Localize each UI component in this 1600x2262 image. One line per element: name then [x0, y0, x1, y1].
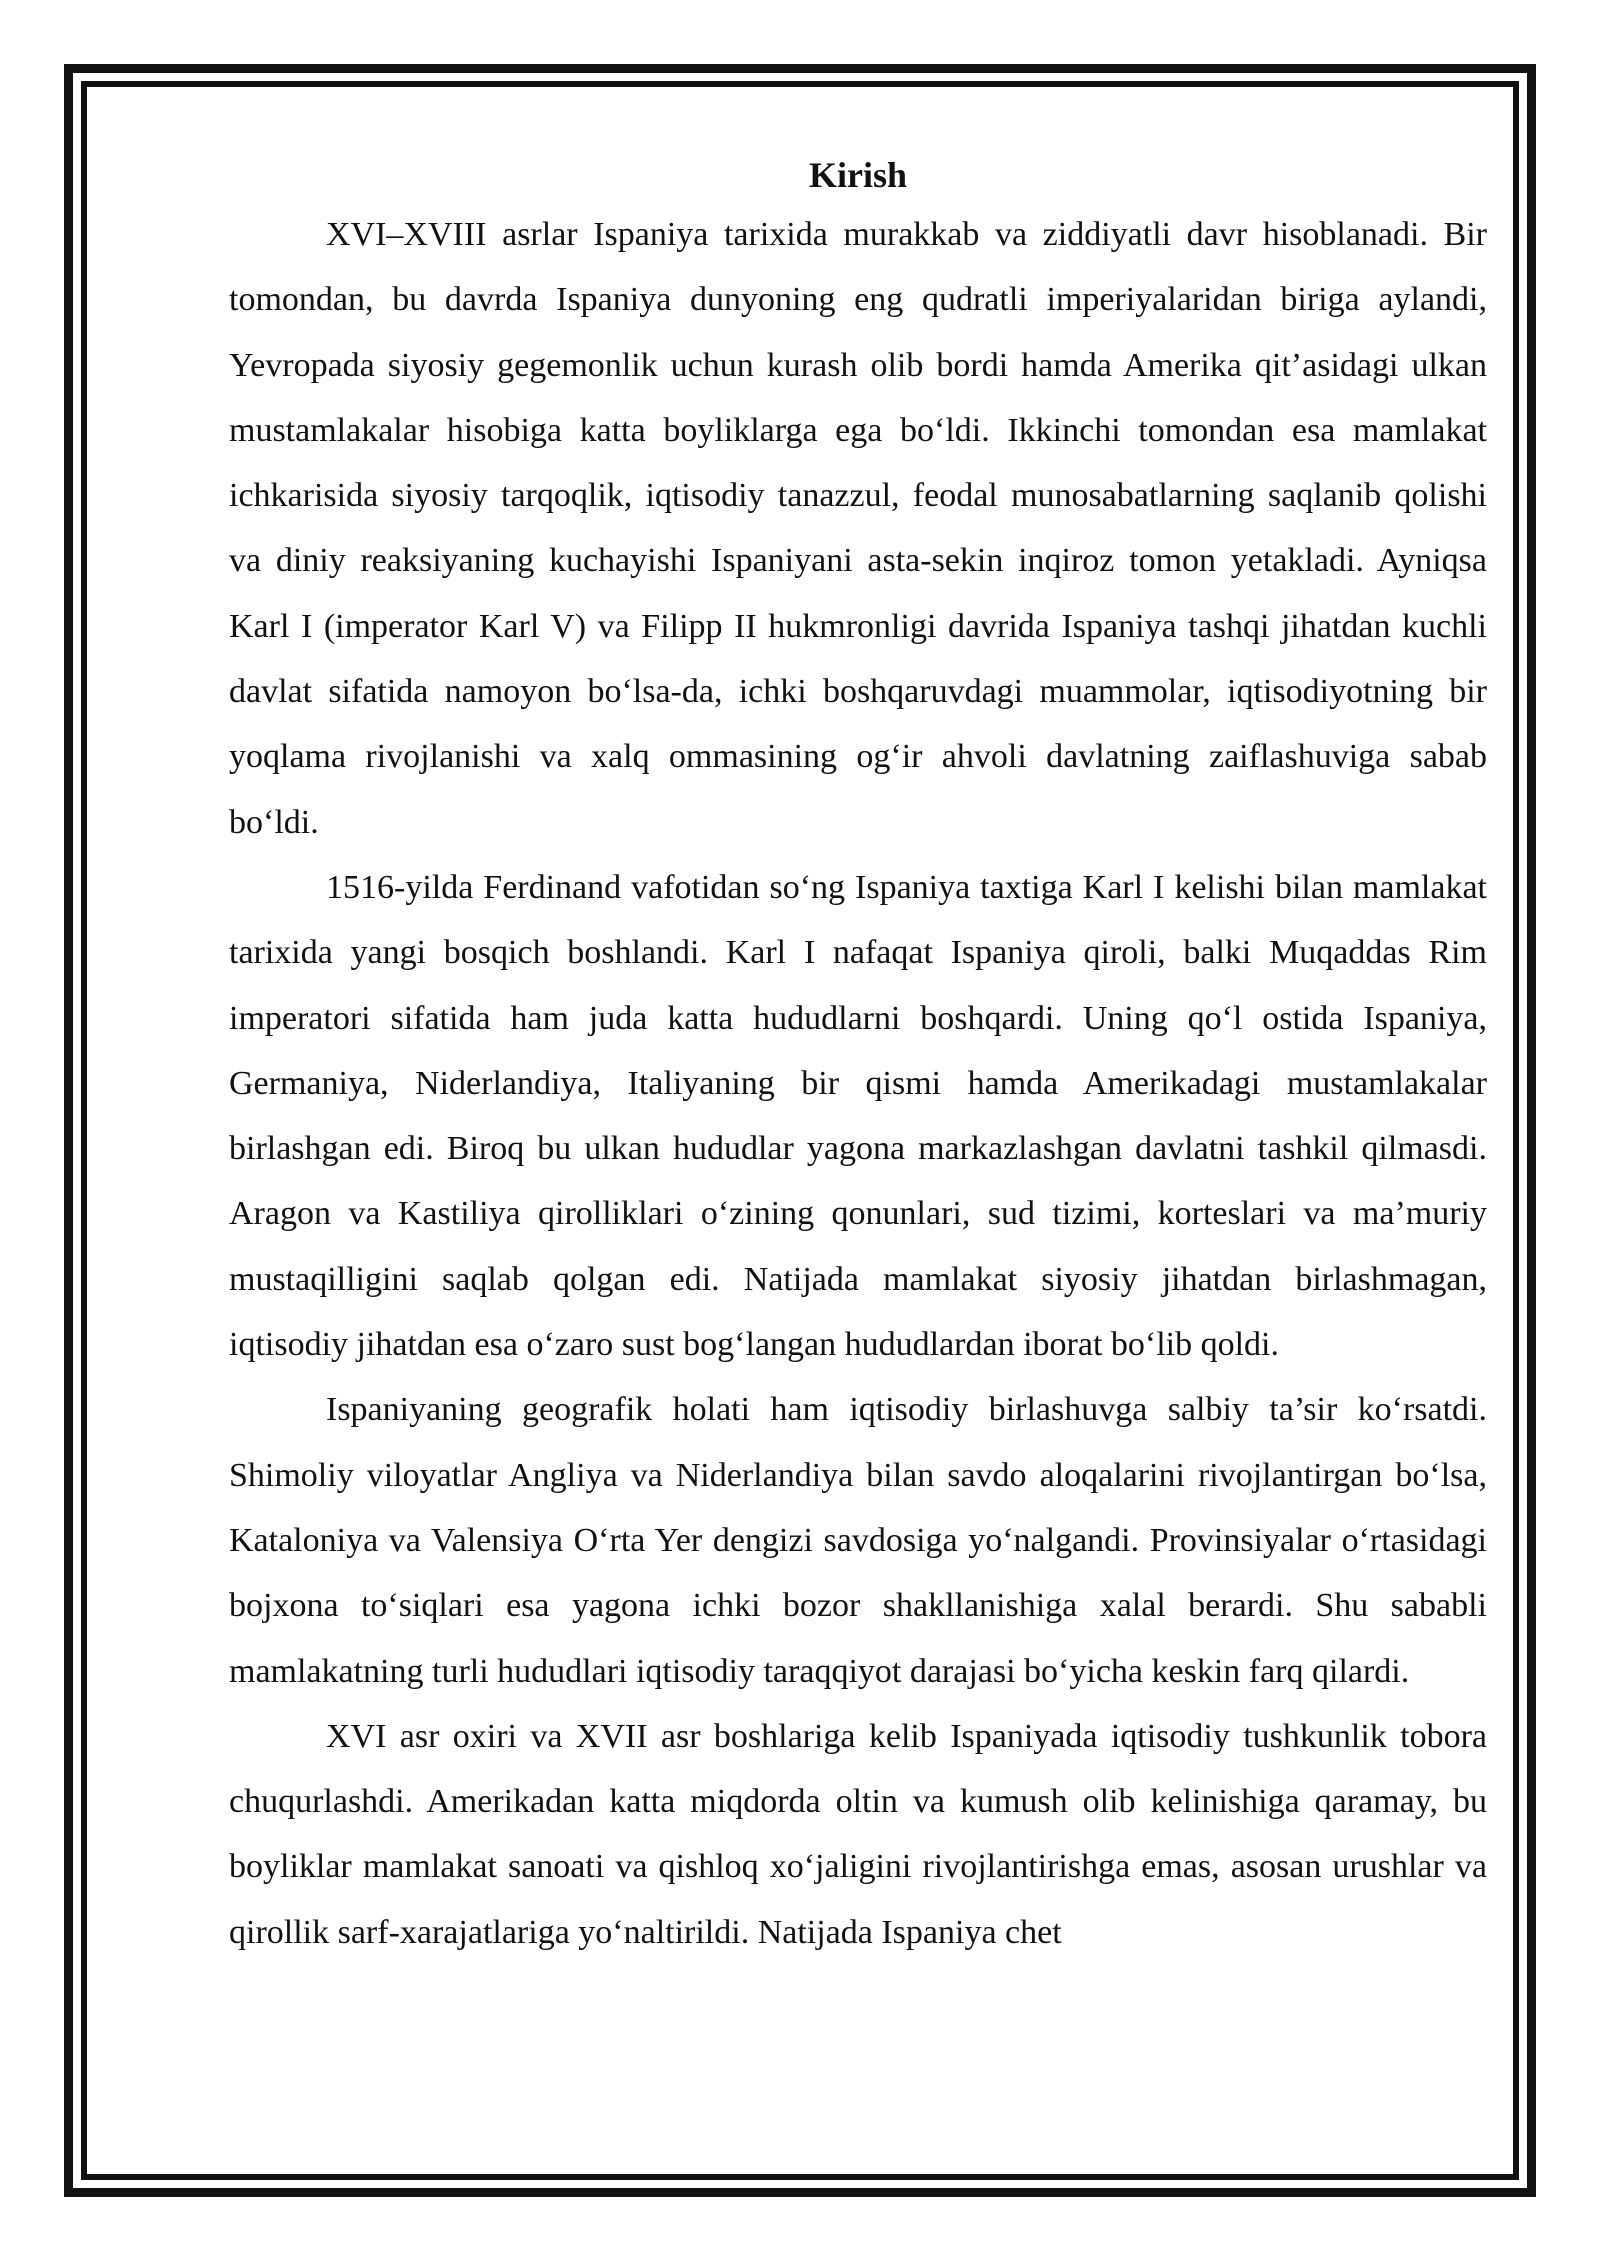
paragraph-3: Ispaniyaning geografik holati ham iqtisodiy birlashuvga salbiy ta’sir ko‘rsatdi. Shimoliy viloyatlar Angliya va Niderlandiya bilan savdo aloqalarini rivojlantirgan bo‘lsa, Kataloniya va Valensiya O‘rta Yer dengizi savdosiga yo‘nalgandi. Provinsiyalar o‘rtasidagi bojxona to‘siqlari esa yagona ichki bozor shakllanishiga xalal berardi. Shu sababli mamlakatning turli hududlari iqtisodiy taraqqiyot darajasi bo‘yicha keskin farq qilardi. [229, 1391, 1487, 1690]
paragraph-4: XVI asr oxiri va XVII asr boshlariga kelib Ispaniyada iqtisodiy tushkunlik tobora chuqurlashdi. Amerikadan katta miqdorda oltin va kumush olib kelinishiga qaramay, bu boyliklar mamlakat sanoati va qishloq xo‘jaligini rivojlantirishga emas, asosan urushlar va qirollik sarf-xarajatlariga yo‘naltirildi. Natijada Ispaniya chet [229, 1717, 1487, 1951]
document-body [229, 148, 1487, 1965]
document-title: Kirish [808, 155, 907, 195]
paragraph-1: XVI–XVIII asrlar Ispaniya tarixida murakkab va ziddiyatli davr hisoblanadi. Bir tomondan, bu davrda Ispaniya dunyoning eng qudratli imperiyalaridan biriga aylandi, Yevropada siyosiy gegemonlik uchun kurash olib bordi hamda Amerika qit’asidagi ulkan mustamlakalar hisobiga katta boyliklarga ega bo‘ldi. Ikkinchi tomondan esa mamlakat ichkarisida siyosiy tarqoqlik, iqtisodiy tanazzul, feodal munosabatlarning saqlanib qolishi va diniy reaksiyaning kuchayishi Ispaniyani asta-sekin inqiroz tomon yetakladi. Ayniqsa Karl I (imperator Karl V) va Filipp II hukmronligi davrida Ispaniya tashqi jihatdan kuchli davlat sifatida namoyon bo‘lsa-da, ichki boshqaruvdagi muammolar, iqtisodiyotning bir yoqlama rivojlanishi va xalq ommasining og‘ir ahvoli davlatning zaiflashuviga sabab bo‘ldi. [229, 216, 1487, 841]
paragraph-2: 1516-yilda Ferdinand vafotidan so‘ng Ispaniya taxtiga Karl I kelishi bilan mamlakat tarixida yangi bosqich boshlandi. Karl I nafaqat Ispaniya qiroli, balki Muqaddas Rim imperatori sifatida ham juda katta hududlarni boshqardi. Uning qo‘l ostida Ispaniya, Germaniya, Niderlandiya, Italiyaning bir qismi hamda Amerikadagi mustamlakalar birlashgan edi. Biroq bu ulkan hududlar yagona markazlashgan davlatni tashkil qilmasdi. Aragon va Kastiliya qirolliklari o‘zining qonunlari, sud tizimi, korteslari va ma’muriy mustaqilligini saqlab qolgan edi. Natijada mamlakat siyosiy jihatdan birlashmagan, iqtisodiy jihatdan esa o‘zaro sust bog‘langan hududlardan iborat bo‘lib qoldi. [229, 868, 1487, 1364]
